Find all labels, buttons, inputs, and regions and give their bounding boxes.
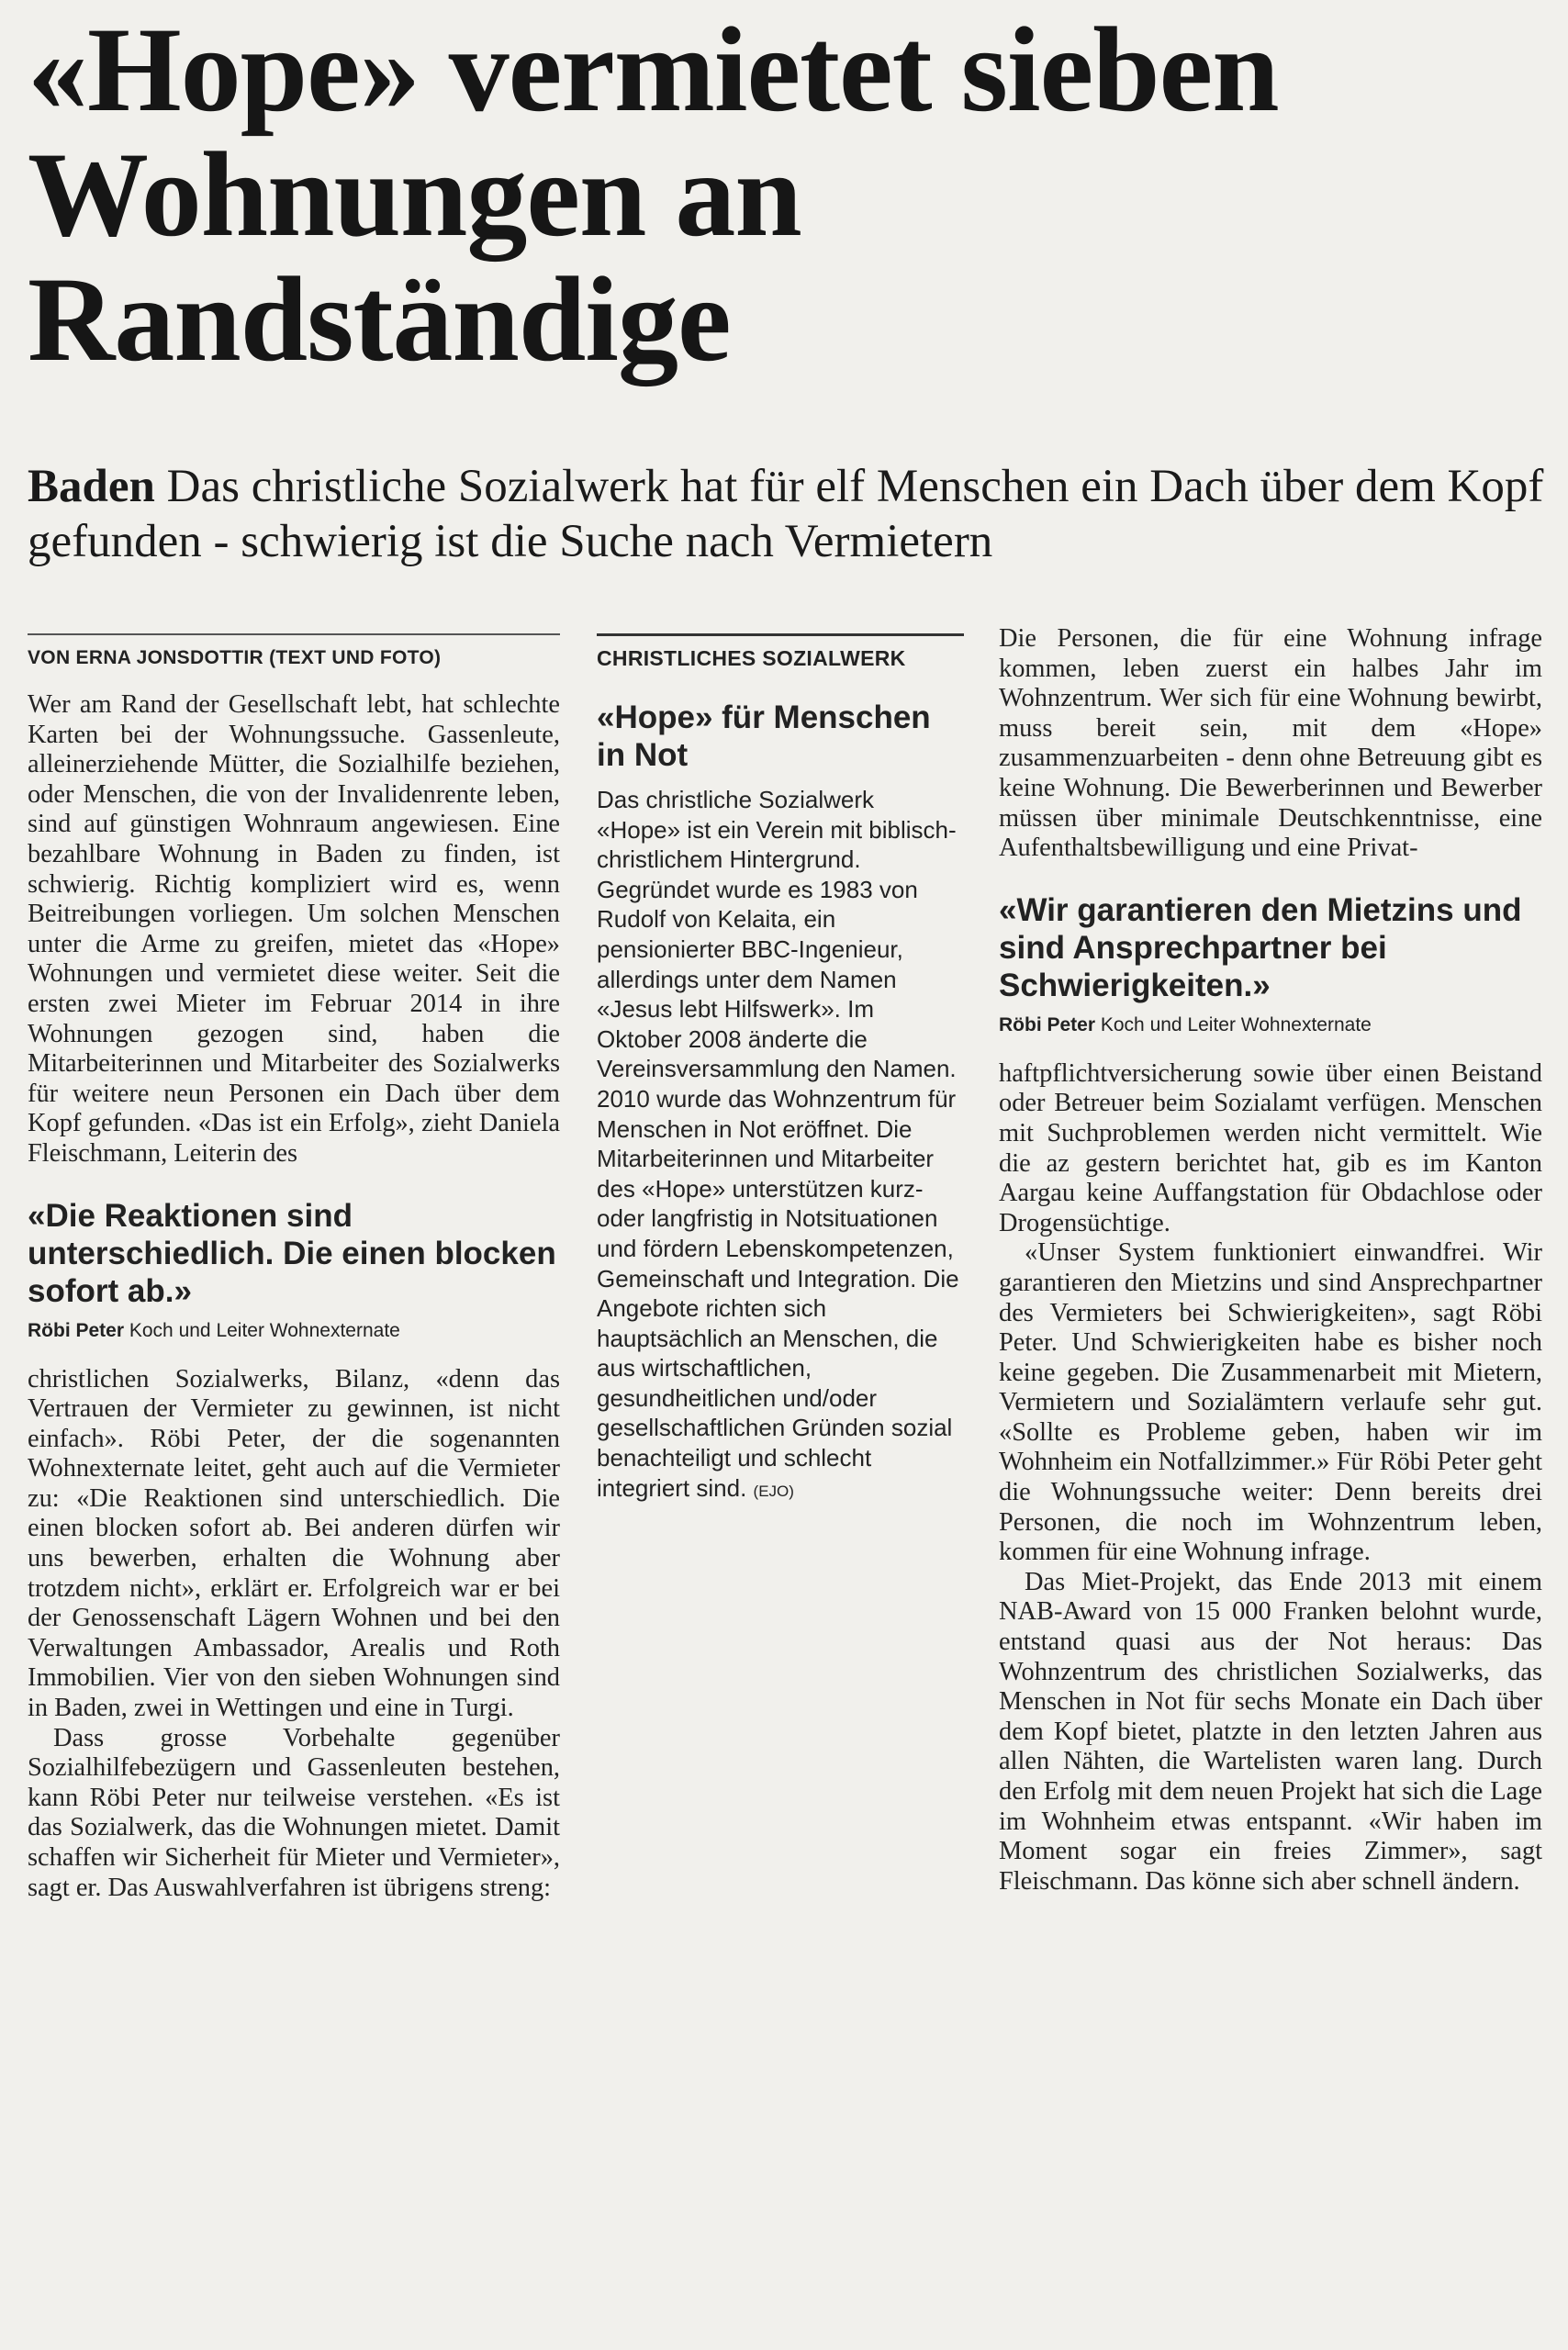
info-box-source: (EJO) [753, 1482, 794, 1500]
pull-quote [28, 1197, 560, 1343]
info-box-body: Das christliche Sozialwerk «Hope» ist ein Verein mit biblisch-christlichem Hintergrund. Gegründet wurde es 1983 von Rudolf von Kelaita, ein pensionierter BBC-Ingenieur, allerdings unter dem Namen «Jesus lebt Hilfswerk». Im Oktober 2008 änderte die Vereinsversammlung den Namen. 2010 wurde das Wohnzentrum für Menschen in Not eröffnet. Die Mitarbeiterinnen und Mitarbeiter des «Hope» unterstützen kurz- oder langfristig in Notsituationen und fördern Lebenskompetenzen, Gemeinschaft und Integration. Die Angebote richten sich hauptsächlich an Menschen, die aus wirtschaftlichen, gesundheitlichen und/oder gesellschaftlichen Gründen sozial benachteiligt und schlecht integriert sind. [597, 786, 959, 1502]
byline: VON ERNA JONSDOTTIR (TEXT UND FOTO) [28, 633, 560, 670]
article-headline: «Hope» vermietet sieben Wohnungen an Randständige [28, 2, 1279, 386]
pull-quote-name: Röbi Peter [28, 1319, 125, 1341]
info-box [597, 633, 964, 1506]
pull-quote-attribution [999, 1013, 1542, 1037]
body-paragraph: christlichen Sozialwerks, Bilanz, «denn das Vertrauen der Vermieter zu gewinnen, ist nicht einfach». Röbi Peter, der die sogenannten Wohnexternate leitet, geht auch auf die Vermieter zu: «Die Reaktionen sind unterschiedlich. Die einen blocken sofort ab. Bei anderen dürfen wir uns bewerben, erhalten die Wohnung aber trotzdem nicht», erklärt er. Erfolgreich war er bei der Genossenschaft Lägern Wohnen und bei den Verwaltungen Ambassador, Arealis und Roth Immobilien. Vier von den sieben Wohnungen sind in Baden, zwei in Wettingen und eine in Turgi. [28, 1364, 560, 1723]
pull-quote-role: Koch und Leiter Wohnexternate [129, 1319, 400, 1341]
pull-quote-text: «Die Reaktionen sind unterschiedlich. Die einen blocken sofort ab.» [28, 1197, 556, 1309]
body-paragraph: Wer am Rand der Gesellschaft lebt, hat schlechte Karten bei der Wohnungssuche. Gassenleute, alleinerziehende Mütter, die Sozialhilfe beziehen, oder Menschen, die von der Invalidenrente leben, sind auf günstigen Wohnraum angewiesen. Eine bezahlbare Wohnung in Baden zu finden, ist schwierig. Richtig kompliziert wird es, wenn Beitreibungen vorliegen. Um solchen Menschen unter die Arme zu greifen, mietet das «Hope» Wohnungen und vermietet diese weiter. Seit die ersten zwei Mieter im Februar 2014 in ihre Wohnungen gezogen sind, haben die Mitarbeiterinnen und Mitarbeiter des Sozialwerks für weitere neun Personen ein Dach über dem Kopf gefunden. «Das ist ein Erfolg», zieht Daniela Fleischmann, Leiterin des [28, 690, 560, 1168]
pull-quote [999, 891, 1542, 1037]
body-paragraph: Das Miet-Projekt, das Ende 2013 mit einem NAB-Award von 15 000 Franken belohnt wurde, entstand quasi aus der Not heraus: Das Wohnzentrum des christlichen Sozialwerks, das Menschen in Not für sechs Monate ein Dach über dem Kopf bietet, platzte in den letzten Jahren aus allen Nähten, die Wartelisten waren lang. Durch den Erfolg mit dem neuen Projekt hat sich die Lage im Wohnheim etwas entspannt. «Wir haben im Moment sogar ein freies Zimmer», sagt Fleischmann. Das könne sich aber schnell ändern. [999, 1567, 1542, 1896]
body-paragraph: «Unser System funktioniert einwandfrei. Wir garantieren den Mietzins und sind Ansprechpartner des Vermieters bei Schwierigkeiten», sagt Röbi Peter. Und Schwierigkeiten habe es bisher noch keine gegeben. Die Zusammenarbeit mit Mietern, Vermietern und Sozialämtern verlaufe sehr gut. «Sollte es Probleme geben, haben wir im Wohnheim ein Notfallzimmer.» Für Röbi Peter geht die Wohnungssuche weiter: Denn bereits drei Personen, die noch im Wohnzentrum leben, kommen für eine Wohnung infrage. [999, 1238, 1542, 1567]
column-3 [999, 624, 1542, 1897]
article-deck [28, 459, 1551, 569]
deck-kicker: Baden [28, 461, 155, 512]
pull-quote-name: Röbi Peter [999, 1013, 1096, 1035]
body-paragraph: Die Personen, die für eine Wohnung infrage kommen, leben zuerst ein halbes Jahr im Wohnzentrum. Wer sich für eine Wohnung bewirbt, muss bereit sein, mit dem «Hope» zusammenzuarbeiten - denn ohne Betreuung gibt es keine Wohnung. Die Bewerberinnen und Bewerber müssen über minimale Deutschkenntnisse, eine Aufenthaltsbewilligung und eine Privat- [999, 624, 1542, 863]
deck-text: Das christliche Sozialwerk hat für elf Menschen ein Dach über dem Kopf gefunden - schwierig ist die Suche nach Vermietern [28, 461, 1544, 567]
info-box-label: CHRISTLICHES SOZIALWERK [597, 633, 964, 671]
pull-quote-role: Koch und Leiter Wohnexternate [1100, 1013, 1372, 1035]
body-paragraph: Dass grosse Vorbehalte gegenüber Sozialhilfebezügern und Gassenleuten bestehen, kann Röbi Peter nur teilweise verstehen. «Es ist das Sozialwerk, das die Wohnungen mietet. Damit schaffen wir Sicherheit für Mieter und Vermieter», sagt er. Das Auswahlverfahren ist übrigens streng: [28, 1723, 560, 1902]
info-box-title: «Hope» für Menschen in Not [597, 699, 931, 773]
info-box-text [597, 785, 964, 1506]
column-1 [28, 633, 560, 1903]
pull-quote-text: «Wir garantieren den Mietzins und sind Ansprechpartner bei Schwierigkeiten.» [999, 891, 1522, 1003]
pull-quote-attribution [28, 1319, 560, 1343]
body-paragraph: haftpflichtversicherung sowie über einen Beistand oder Betreuer beim Sozialamt verfügen. Menschen mit Suchproblemen werden nicht vermittelt. Wie die az gestern berichtet hat, gib es im Kanton Aargau keine Auffangstation für Obdachlose oder Drogensüchtige. [999, 1058, 1542, 1237]
